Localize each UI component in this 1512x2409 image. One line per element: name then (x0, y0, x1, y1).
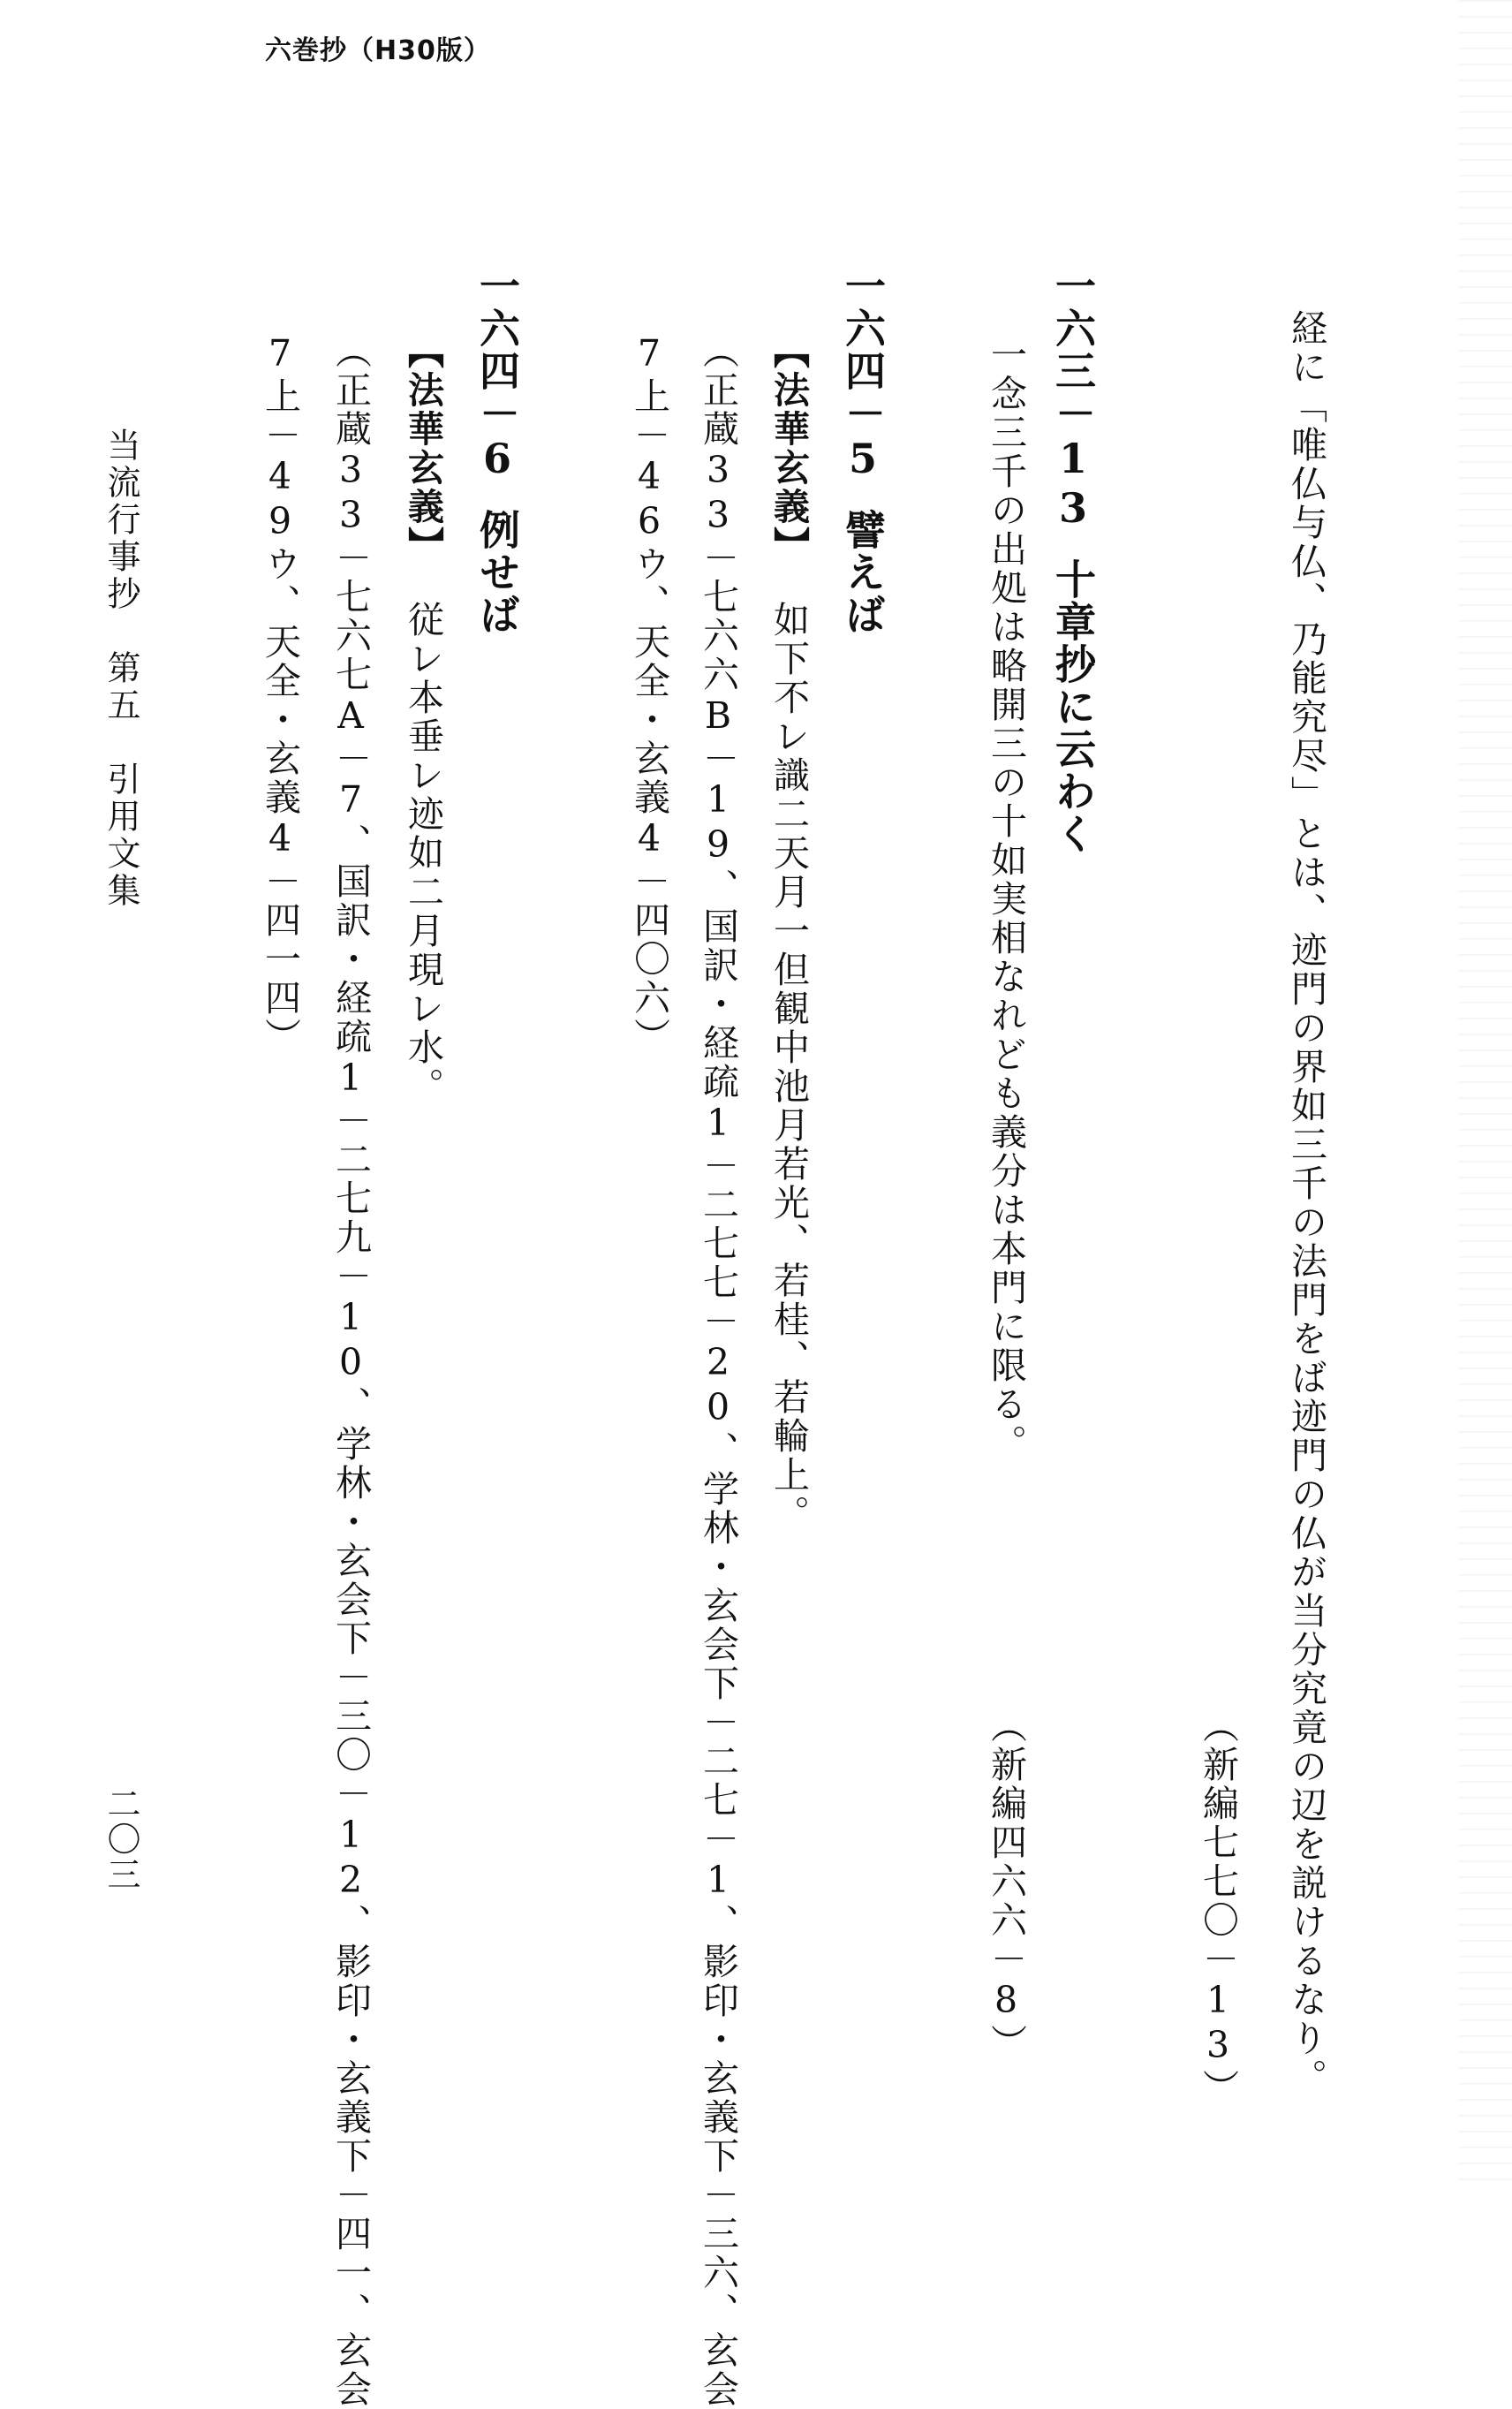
section-quote-164-6 (402, 332, 444, 1106)
source-citation: 7上－49ウ、天全・玄義4－四一四） (259, 332, 301, 1057)
footer-book-title (104, 428, 138, 910)
quote-text: 如下不レ識二天月一但観中池月若光、若桂、若輪上。 (767, 601, 810, 1534)
section-source-164-5-line2 (628, 332, 670, 1057)
source-label: 【法華玄義】 (402, 332, 444, 565)
section-heading-164-6 (473, 265, 521, 636)
source-citation: 7上－46ウ、天全・玄義4－四〇六） (628, 332, 670, 1057)
section-number: 一六四－5 (839, 265, 887, 484)
section-title: 譬えば (839, 509, 887, 636)
section-title: 十章抄に云わく (1049, 558, 1097, 855)
section-number: 一六三－13 (1049, 265, 1097, 534)
section-body-163-13 (985, 336, 1027, 1463)
section-heading-164-5 (839, 265, 887, 636)
quote-text: 従レ本垂レ迹如二月現レ水。 (402, 601, 444, 1106)
source-citation: （正蔵33－七六六B－19、国訳・経疏1－二七七－20、学林・玄会下－二七－1、影印・玄義下－三六、玄会 (697, 332, 739, 2409)
section-number: 一六四－6 (473, 265, 521, 484)
section-body-text: 一念三千の出処は略開三の十如実相なれども義分は本門に限る。 (985, 336, 1027, 1463)
page-number (104, 1786, 138, 1892)
section-source-164-6-line1 (329, 332, 372, 2409)
page-number-text: 二〇三 (102, 1786, 140, 1892)
section-reference-163-13 (985, 1707, 1027, 2063)
footer-text: 当流行事抄 第五 引用文集 (102, 428, 140, 910)
source-label: 【法華玄義】 (767, 332, 810, 565)
reference-text: （新編七七〇－13） (1197, 1707, 1239, 2108)
body-line-1 (1285, 309, 1327, 2097)
section-source-164-6-line2 (259, 332, 301, 1057)
reference-text: （新編四六六－8） (985, 1707, 1027, 2063)
body-line-1-text: 経に「唯仏与仏、乃能究尽」とは、迹門の界如三千の法門をば迹門の仏が当分究竟の辺を説けるなり。 (1285, 309, 1327, 2097)
scan-edge (1459, 0, 1512, 2191)
body-line-1-reference (1197, 1707, 1239, 2108)
section-title: 例せば (473, 509, 521, 636)
section-source-164-5-line1 (697, 332, 739, 2409)
section-heading-163-13 (1049, 265, 1097, 855)
source-citation: （正蔵33－七六七A－7、国訳・経疏1－二七九－10、学林・玄会下－三〇－12、影印・玄義下－四一、玄会 (329, 332, 372, 2409)
section-quote-164-5 (767, 332, 810, 1534)
running-header: 六巻抄（H30版） (265, 35, 491, 66)
